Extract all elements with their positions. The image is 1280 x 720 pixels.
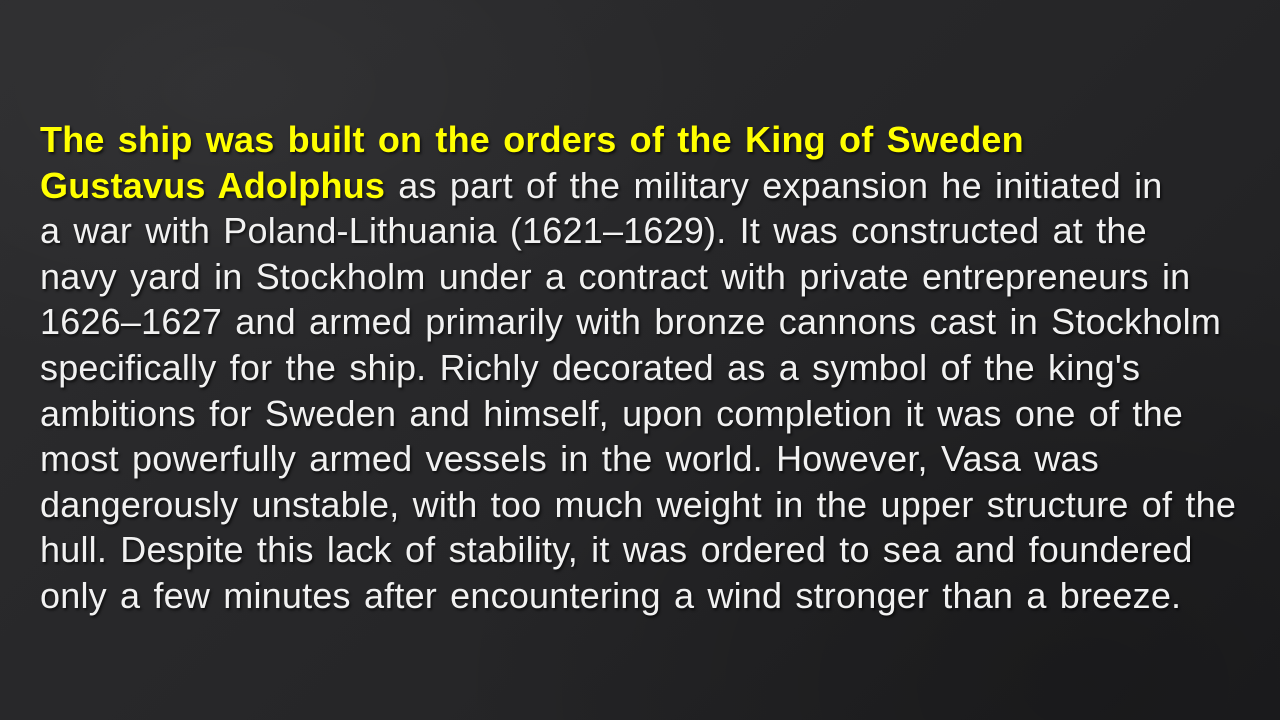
- body-text-segment: 1626–1627 and armed primarily with bronze cannons cast in Stockholm: [40, 301, 1222, 343]
- body-text-segment: hull. Despite this lack of stability, it was ordered to sea and foundered: [40, 529, 1193, 571]
- paragraph-line-5: [40, 299, 1250, 345]
- paragraph-line-1: [40, 117, 1250, 163]
- paragraph-line-2: [40, 163, 1250, 209]
- body-text-segment: dangerously unstable, with too much weight in the upper structure of the: [40, 483, 1237, 525]
- body-text-segment: navy yard in Stockholm under a contract with private entrepreneurs in: [40, 255, 1191, 297]
- paragraph-line-3: [40, 208, 1250, 254]
- body-text-segment: only a few minutes after encountering a wind stronger than a breeze.: [40, 574, 1182, 616]
- paragraph-line-11: [40, 573, 1250, 619]
- paragraph-line-10: [40, 527, 1250, 573]
- body-text-segment: most powerfully armed vessels in the world. However, Vasa was: [40, 438, 1099, 480]
- paragraph-line-4: [40, 254, 1250, 300]
- paragraph-line-9: [40, 482, 1250, 528]
- paragraph-line-6: [40, 345, 1250, 391]
- paragraph-line-8: [40, 436, 1250, 482]
- paragraph-line-7: [40, 391, 1250, 437]
- highlighted-text-segment: The ship was built on the orders of the King of Sweden: [40, 119, 1024, 160]
- body-text-segment: ambitions for Sweden and himself, upon completion it was one of the: [40, 392, 1184, 434]
- highlighted-text-segment: Gustavus Adolphus: [40, 164, 386, 206]
- body-text-segment: a war with Poland-Lithuania (1621–1629). It was constructed at the: [40, 210, 1147, 252]
- body-text-segment: as part of the military expansion he initiated in: [385, 164, 1163, 206]
- body-text-segment: specifically for the ship. Richly decorated as a symbol of the king's: [40, 346, 1141, 388]
- body-text-block: [40, 117, 1250, 619]
